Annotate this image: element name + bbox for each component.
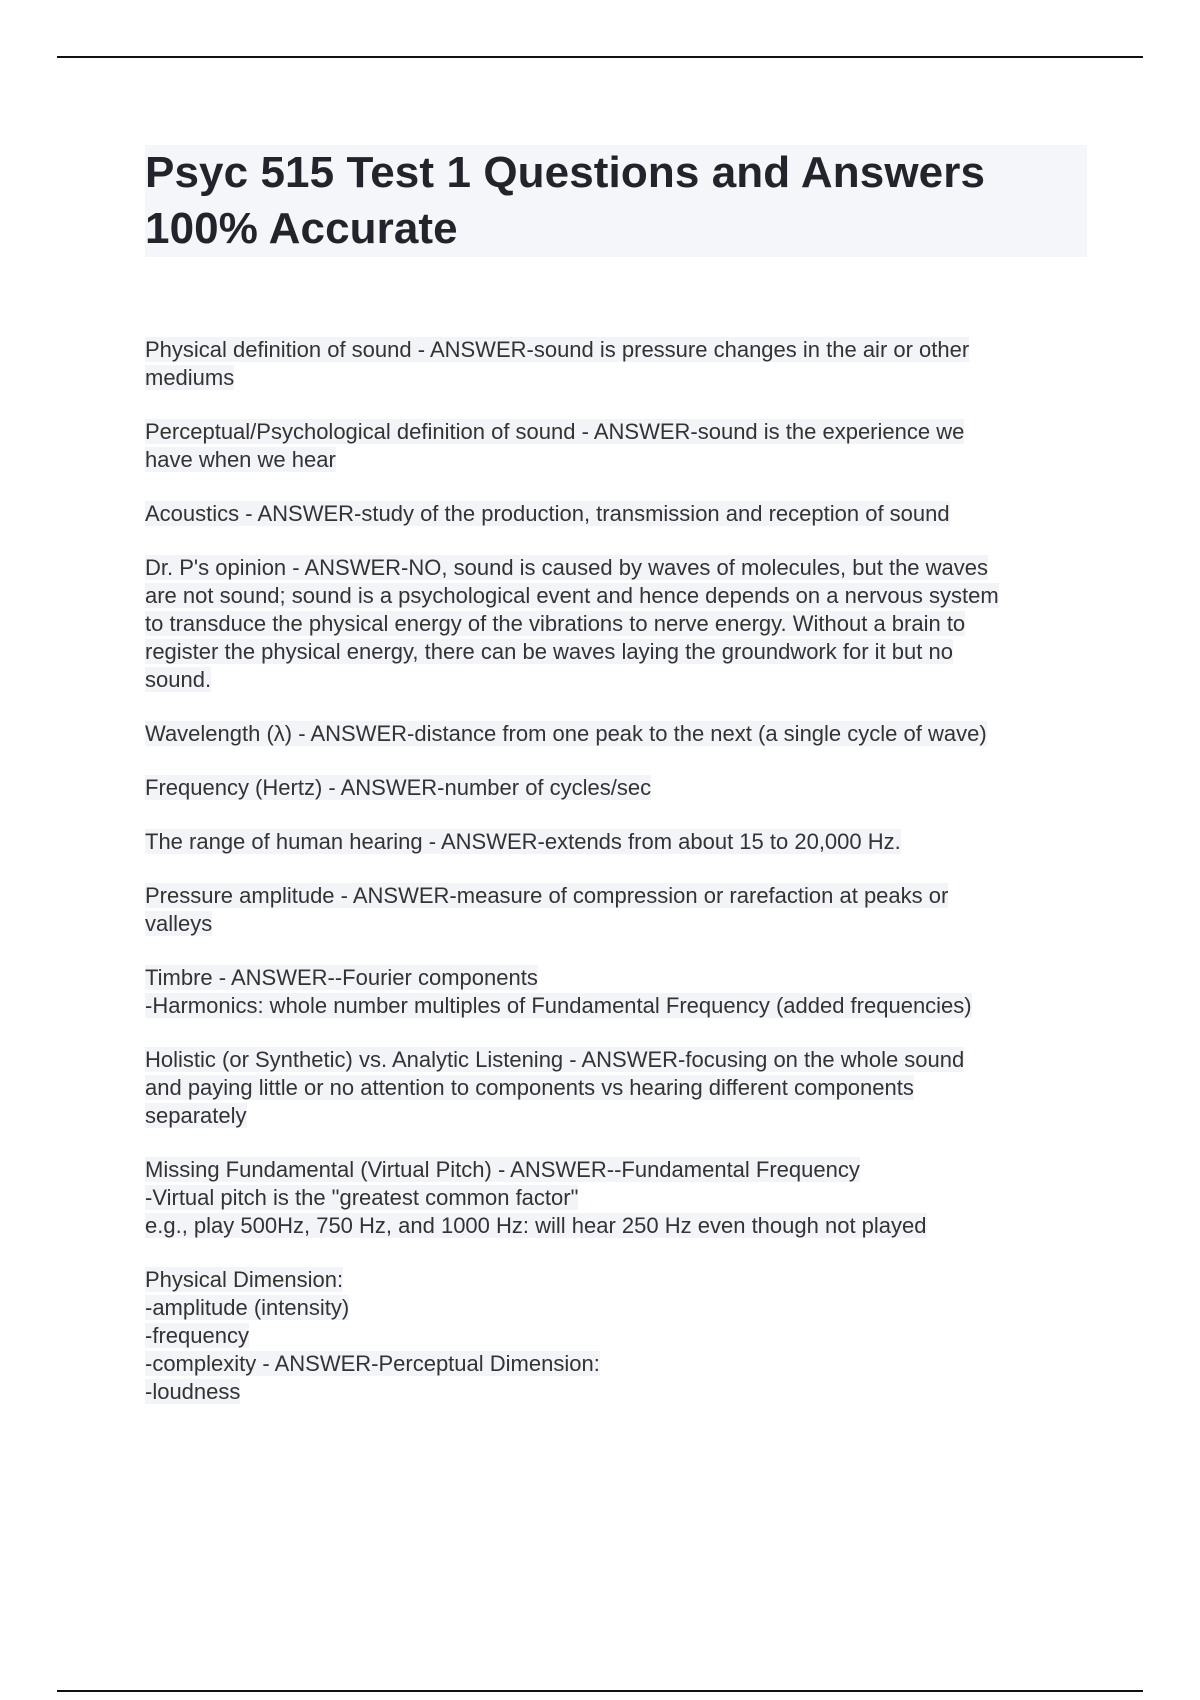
qa-item (145, 964, 1095, 1020)
qa-line-text: Physical Dimension: (145, 1267, 344, 1292)
qa-item (145, 1156, 1095, 1240)
qa-line (145, 1266, 1095, 1294)
qa-line (145, 828, 1095, 856)
qa-line-text: have when we hear (145, 447, 336, 472)
qa-line-text: separately (145, 1103, 247, 1128)
qa-line-text: Acoustics - ANSWER-study of the production, transmission and reception of sound (145, 501, 950, 526)
qa-line (145, 1212, 1095, 1240)
qa-item (145, 554, 1095, 694)
qa-line (145, 774, 1095, 802)
qa-line-text: -loudness (145, 1379, 241, 1404)
qa-line (145, 500, 1095, 528)
qa-line-text: Physical definition of sound - ANSWER-sound is pressure changes in the air or other (145, 337, 970, 362)
qa-line-text: Frequency (Hertz) - ANSWER-number of cycles/sec (145, 775, 652, 800)
qa-line (145, 554, 1095, 582)
title-block (145, 145, 1087, 257)
qa-line-text: Missing Fundamental (Virtual Pitch) - ANSWER--Fundamental Frequency (145, 1157, 860, 1182)
qa-item (145, 418, 1095, 474)
qa-line-text: -amplitude (intensity) (145, 1295, 350, 1320)
qa-line (145, 336, 1095, 364)
qa-item (145, 336, 1095, 392)
qa-line (145, 882, 1095, 910)
qa-item (145, 1266, 1095, 1406)
qa-line (145, 910, 1095, 938)
qa-line (145, 992, 1095, 1020)
qa-line-text: Dr. P's opinion - ANSWER-NO, sound is caused by waves of molecules, but the waves (145, 555, 989, 580)
qa-line-text: -Virtual pitch is the "greatest common factor" (145, 1185, 579, 1210)
qa-line-text: are not sound; sound is a psychological event and hence depends on a nervous system (145, 583, 999, 608)
qa-line (145, 364, 1095, 392)
qa-line-text: -complexity - ANSWER-Perceptual Dimension: (145, 1351, 600, 1376)
bottom-rule (57, 1690, 1143, 1692)
qa-line (145, 1184, 1095, 1212)
top-rule (57, 56, 1143, 58)
qa-line (145, 610, 1095, 638)
qa-line (145, 638, 1095, 666)
qa-line (145, 1378, 1095, 1406)
qa-line-text: -Harmonics: whole number multiples of Fundamental Frequency (added frequencies) (145, 993, 972, 1018)
qa-line (145, 720, 1095, 748)
qa-item (145, 828, 1095, 856)
qa-line (145, 582, 1095, 610)
qa-item (145, 720, 1095, 748)
qa-line-text: register the physical energy, there can be waves laying the groundwork for it but no (145, 639, 953, 664)
qa-line-text: The range of human hearing - ANSWER-extends from about 15 to 20,000 Hz. (145, 829, 901, 854)
qa-line-text: Timbre - ANSWER--Fourier components (145, 965, 538, 990)
qa-line (145, 1074, 1095, 1102)
qa-line-text: Wavelength (λ) - ANSWER-distance from one peak to the next (a single cycle of wave) (145, 721, 987, 746)
qa-item (145, 1046, 1095, 1130)
qa-list (145, 336, 1095, 1432)
qa-line (145, 1294, 1095, 1322)
qa-item (145, 882, 1095, 938)
qa-item (145, 500, 1095, 528)
qa-line-text: Holistic (or Synthetic) vs. Analytic Listening - ANSWER-focusing on the whole sound (145, 1047, 965, 1072)
qa-line-text: mediums (145, 365, 235, 390)
qa-line (145, 666, 1095, 694)
qa-line (145, 1156, 1095, 1184)
qa-line-text: to transduce the physical energy of the vibrations to nerve energy. Without a brain to (145, 611, 966, 636)
page-title: Psyc 515 Test 1 Questions and Answers 100% Accurate (145, 148, 986, 253)
qa-line (145, 418, 1095, 446)
qa-line-text: e.g., play 500Hz, 750 Hz, and 1000 Hz: will hear 250 Hz even though not played (145, 1213, 927, 1238)
qa-item (145, 774, 1095, 802)
qa-line (145, 1350, 1095, 1378)
qa-line (145, 446, 1095, 474)
qa-line-text: and paying little or no attention to components vs hearing different components (145, 1075, 914, 1100)
qa-line-text: sound. (145, 667, 212, 692)
qa-line (145, 1102, 1095, 1130)
qa-line-text: -frequency (145, 1323, 249, 1348)
qa-line (145, 1046, 1095, 1074)
qa-line-text: Perceptual/Psychological definition of sound - ANSWER-sound is the experience we (145, 419, 965, 444)
qa-line-text: valleys (145, 911, 213, 936)
qa-line-text: Pressure amplitude - ANSWER-measure of compression or rarefaction at peaks or (145, 883, 949, 908)
qa-line (145, 1322, 1095, 1350)
qa-line (145, 964, 1095, 992)
